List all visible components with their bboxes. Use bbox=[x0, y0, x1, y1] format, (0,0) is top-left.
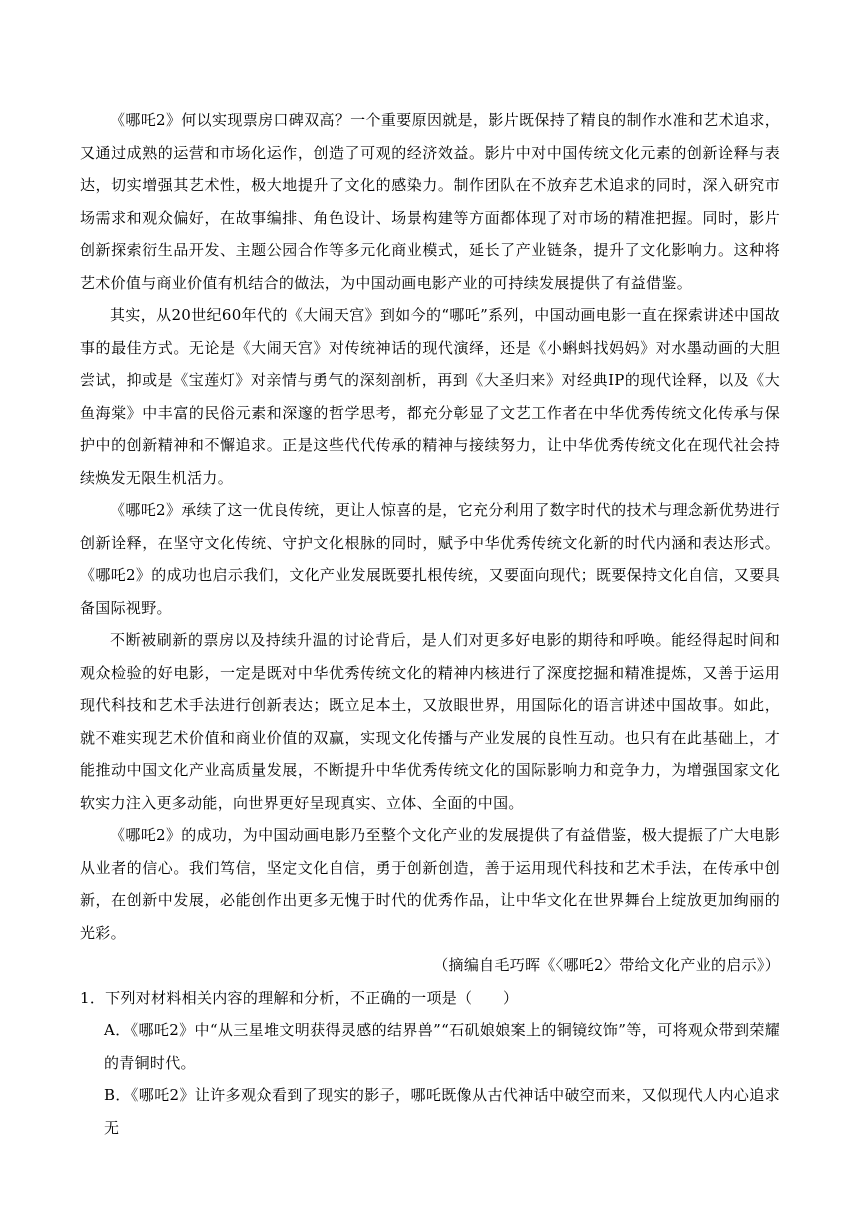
article-source: （摘编自毛巧晖《〈哪吒2〉带给文化产业的启示》） bbox=[433, 956, 780, 974]
article-paragraph-2: 其实，从20世纪60年代的《大闹天宫》到如今的“哪吒”系列，中国动画电影一直在探索讲述中国故事的最佳方式。无论是《大闹天宫》对传统神话的现代演绎，还是《小蝌蚪找妈妈》对水墨动画的大胆尝试，抑或是《宝莲灯》对亲情与勇气的深刻剖析，再到《大圣归来》对经典IP的现代诠释，以及《大鱼海棠》中丰富的民俗元素和深邃的哲学思考，都充分彰显了文艺工作者在中华优秀传统文化传承与保护中的创新精神和不懈追求。正是这些代代传承的精神与接续努力，让中华优秀传统文化在现代社会持续焕发无限生机活力。 bbox=[80, 306, 780, 487]
article-paragraph-3: 《哪吒2》承续了这一优良传统，更让人惊喜的是，它充分利用了数字时代的技术与理念新优势进行创新诠释，在坚守文化传统、守护文化根脉的同时，赋予中华优秀传统文化新的时代内涵和表达形式。《哪吒2》的成功也启示我们，文化产业发展既要扎根传统，又要面向现代；既要保持文化自信，又要具备国际视野。 bbox=[80, 501, 780, 617]
question-1-option-a: A．《哪吒2》中“从三星堆文明获得灵感的结界兽”“石矶娘娘案上的铜镜纹饰”等，可将观众带到荣耀的青铜时代。 bbox=[104, 1021, 780, 1072]
article-paragraph-4: 不断被刷新的票房以及持续升温的讨论背后，是人们对更多好电影的期待和呼唤。能经得起时间和观众检验的好电影，一定是既对中华优秀传统文化的精神内核进行了深度挖掘和精准提炼，又善于运用现代科技和艺术手法进行创新表达；既立足本土，又放眼世界，用国际化的语言讲述中国故事。如此，就不难实现艺术价值和商业价值的双赢，实现文化传播与产业发展的良性互动。也只有在此基础上，才能推动中国文化产业高质量发展，不断提升中华优秀传统文化的国际影响力和竞争力，为增强国家文化软实力注入更多动能，向世界更好呈现真实、立体、全面的中国。 bbox=[80, 631, 780, 812]
question-1-stem: 1．下列对材料相关内容的理解和分析，不正确的一项是（ ） bbox=[80, 988, 519, 1007]
question-1-option-b: B．《哪吒2》让许多观众看到了现实的影子，哪吒既像从古代神话中破空而来，又似现代人内心追求无 bbox=[104, 1086, 780, 1137]
document-content bbox=[80, 104, 780, 1144]
article-paragraph-5: 《哪吒2》的成功，为中国动画电影乃至整个文化产业的发展提供了有益借鉴，极大提振了广大电影从业者的信心。我们笃信，坚定文化自信，勇于创新创造，善于运用现代科技和艺术手法，在传承中创新，在创新中发展，必能创作出更多无愧于时代的优秀作品，让中华文化在世界舞台上绽放更加绚丽的光彩。 bbox=[80, 826, 780, 942]
article-paragraph-1: 《哪吒2》何以实现票房口碑双高？一个重要原因就是，影片既保持了精良的制作水准和艺术追求，又通过成熟的运营和市场化运作，创造了可观的经济效益。影片中对中国传统文化元素的创新诠释与表达，切实增强其艺术性，极大地提升了文化的感染力。制作团队在不放弃艺术追求的同时，深入研究市场需求和观众偏好，在故事编排、角色设计、场景构建等方面都体现了对市场的精准把握。同时，影片创新探索衍生品开发、主题公园合作等多元化商业模式，延长了产业链条，提升了文化影响力。这种将艺术价值与商业价值有机结合的做法，为中国动画电影产业的可持续发展提供了有益借鉴。 bbox=[80, 111, 780, 292]
